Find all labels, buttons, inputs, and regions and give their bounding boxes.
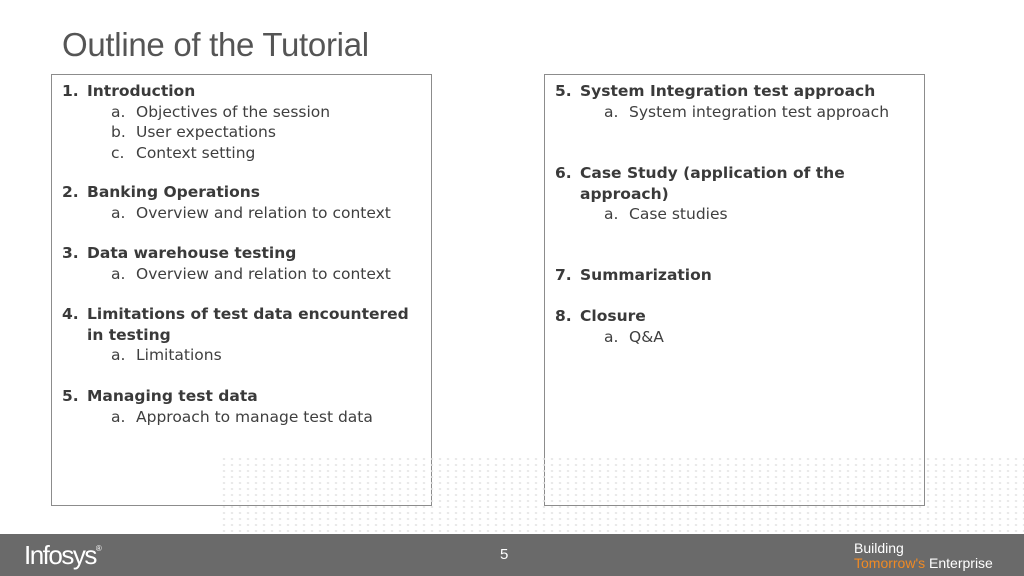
outline-section [62, 182, 426, 223]
outline-section [62, 81, 426, 163]
subitem-text: Overview and relation to context [136, 264, 391, 283]
subitem-letter: a. [111, 407, 126, 426]
subitem-letter: a. [604, 327, 619, 346]
section-title: Case Study (application of the approach) [580, 164, 845, 203]
page-number: 5 [500, 546, 509, 563]
subitem-text: Limitations [136, 346, 222, 364]
subitem-letter: a. [604, 205, 619, 223]
subitem-text: Approach to manage test data [136, 407, 373, 426]
subitem-letter: a. [111, 203, 126, 222]
subitem-letter: a. [111, 346, 126, 364]
outline-section [555, 265, 919, 286]
subitem-text: Overview and relation to context [136, 203, 391, 222]
subitem-letter: a. [111, 264, 126, 283]
section-number: 8. [555, 307, 572, 325]
subitem-text: Q&A [629, 327, 664, 346]
section-title: Introduction [87, 82, 196, 100]
tagline-highlight: Tomorrow's [854, 555, 926, 571]
tagline-line1: Building [854, 540, 904, 556]
subitem-letter: a. [604, 102, 619, 121]
subitem-letter: a. [111, 102, 126, 121]
section-title: Banking Operations [87, 183, 260, 201]
outline-section [555, 81, 919, 122]
outline-section [555, 306, 919, 347]
outline-section [62, 304, 426, 366]
section-number: 2. [62, 183, 79, 201]
subitem-letter: c. [111, 143, 125, 162]
section-title: Managing test data [87, 387, 258, 405]
subitem-text: System integration test approach [629, 102, 890, 121]
outline-section [555, 163, 855, 225]
tagline [854, 541, 993, 571]
tagline-rest: Enterprise [925, 555, 993, 571]
outline-right-panel [544, 74, 925, 506]
subitem-text: User expectations [136, 123, 276, 141]
section-title: Summarization [580, 266, 712, 284]
registered-mark: ® [95, 544, 102, 553]
section-title: System Integration test approach [580, 82, 876, 100]
subitem-text: Context setting [136, 143, 256, 162]
decorative-dot-pattern [220, 456, 1024, 532]
slide-title: Outline of the Tutorial [62, 26, 369, 63]
section-title: Closure [580, 307, 646, 325]
outline-section [62, 386, 426, 427]
section-number: 1. [62, 82, 79, 100]
section-title: Data warehouse testing [87, 244, 297, 262]
section-number: 5. [555, 82, 572, 100]
section-number: 5. [62, 387, 79, 405]
subitem-text: Case studies [629, 205, 728, 223]
infosys-logo [24, 540, 102, 571]
subitem-letter: b. [111, 123, 126, 141]
subitem-text: Objectives of the session [136, 102, 331, 121]
section-number: 7. [555, 266, 572, 284]
section-number: 3. [62, 244, 79, 262]
logo-text: Infosys [24, 540, 96, 570]
section-title: Limitations of test data encountered in testing [87, 305, 409, 344]
section-number: 6. [555, 164, 572, 182]
outline-section [62, 243, 426, 284]
section-number: 4. [62, 305, 79, 323]
slide-footer [0, 534, 1024, 576]
